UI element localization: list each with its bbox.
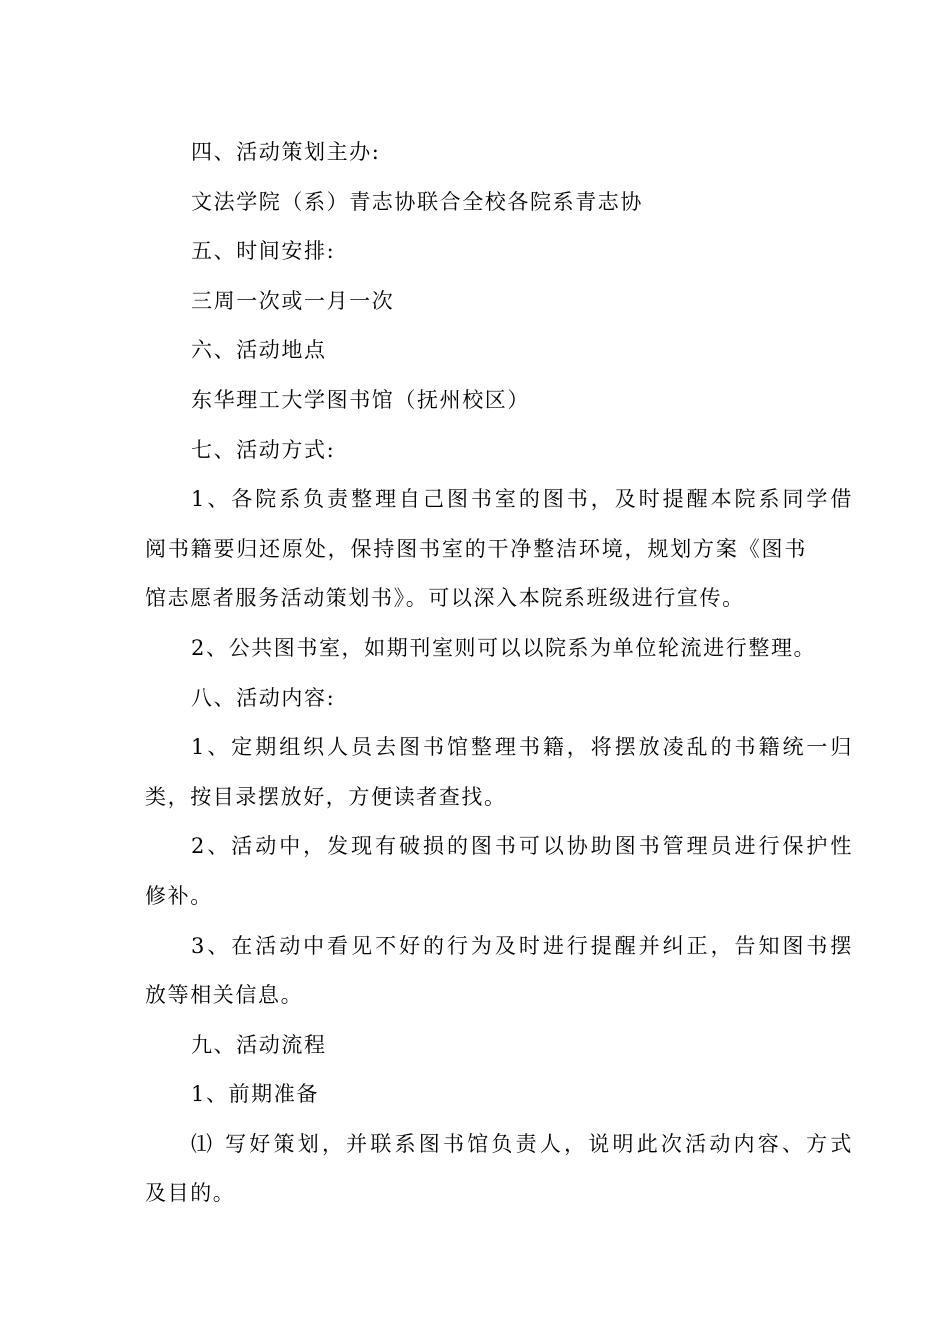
- section-heading-schedule: 五、时间安排:: [191, 239, 336, 264]
- document-body: [145, 128, 853, 1219]
- location-text: 东华理工大学图书馆（抚州校区）: [191, 387, 530, 412]
- section-heading-method: 七、活动方式:: [191, 437, 336, 462]
- process-step-1-item-1-line-2: 及目的。: [145, 1181, 236, 1206]
- method-item-2: 2、公共图书室，如期刊室则可以以院系为单位轮流进行整理。: [191, 635, 817, 660]
- content-item-2-line-1: 2、活动中，发现有破损的图书可以协助图书管理员进行保护性: [191, 834, 853, 859]
- content-item-3-line-1: 3、在活动中看见不好的行为及时进行提醒并纠正，告知图书摆: [191, 933, 853, 958]
- schedule-text: 三周一次或一月一次: [191, 288, 395, 313]
- content-item-3-line-2: 放等相关信息。: [145, 983, 304, 1008]
- content-item-2-line-2: 修补。: [145, 883, 213, 908]
- content-item-1-line-2: 类，按目录摆放好，方便读者查找。: [145, 784, 507, 809]
- organizer-text: 文法学院（系）青志协联合全校各院系青志协: [191, 189, 643, 214]
- method-item-1-line-3: 馆志愿者服务活动策划书》。可以深入本院系班级进行宣传。: [145, 586, 745, 611]
- section-heading-organizer: 四、活动策划主办:: [191, 140, 381, 164]
- section-heading-content: 八、活动内容:: [191, 685, 336, 710]
- content-item-1-line-1: 1、定期组织人员去图书馆整理书籍，将摆放凌乱的书籍统一归: [191, 735, 853, 760]
- process-step-1-heading: 1、前期准备: [191, 1082, 319, 1107]
- method-item-1-line-2: 阅书籍要归还原处，保持图书室的干净整洁环境，规划方案《图书: [145, 536, 807, 561]
- section-heading-location: 六、活动地点: [191, 338, 327, 363]
- section-heading-process: 九、活动流程: [191, 1032, 327, 1057]
- method-item-1-line-1: 1、各院系负责整理自己图书室的图书，及时提醒本院系同学借: [191, 487, 853, 512]
- process-step-1-item-1-line-1: ⑴ 写好策划，并联系图书馆负责人，说明此次活动内容、方式: [191, 1131, 853, 1156]
